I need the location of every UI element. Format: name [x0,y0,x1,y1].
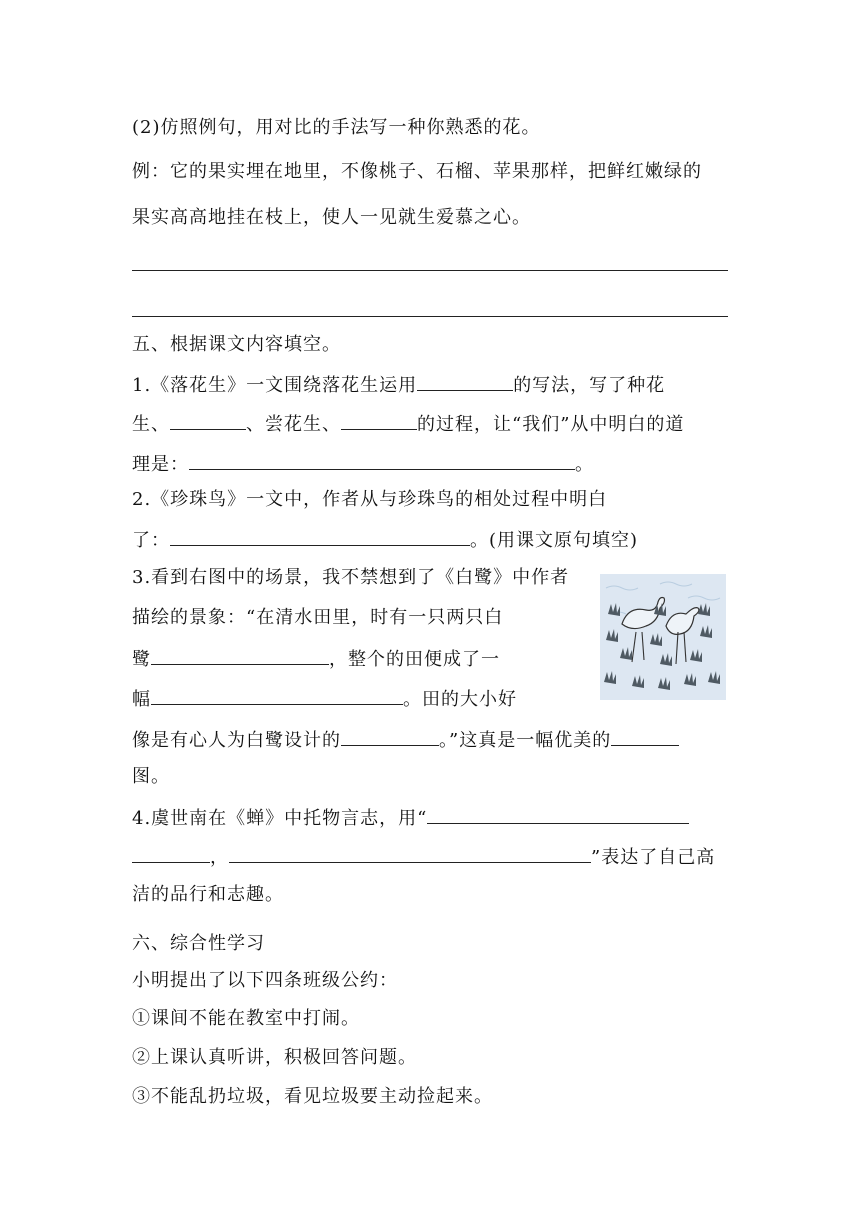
blank-poem-line-1[interactable] [427,805,689,824]
section-6-heading: 六、综合性学习 [132,933,265,954]
q5-1-line-1: 1.《落花生》一文围绕落花生运用 的写法，写了种花 [132,372,665,398]
blank-egret-action[interactable] [151,646,329,665]
q5-3-line-6: 图。 [132,766,170,787]
question-4-2-prompt: (2)仿照例句，用对比的手法写一种你熟悉的花。 [132,117,541,138]
list-item: ②上课认真听讲，积极回答问题。 [132,1047,417,1068]
blank-process-1[interactable] [170,411,246,430]
q5-4-line-2: ， ”表达了自己高 [132,844,715,870]
blank-designed[interactable] [341,727,439,746]
list-item: ③不能乱扔垃圾，看见垃圾要主动捡起来。 [132,1086,493,1107]
q5-2-line-2: 了： 。(用课文原句填空) [132,527,638,553]
blank-scene[interactable] [611,727,679,746]
answer-line-1[interactable] [132,270,728,271]
egret-icon [600,574,726,700]
q5-3-line-1: 3.看到右图中的场景，我不禁想到了《白鹭》中作者 [132,567,570,588]
list-item: ①课间不能在教室中打闹。 [132,1008,360,1029]
blank-process-2[interactable] [341,411,417,430]
q5-4-line-3: 洁的品行和志趣。 [132,884,284,905]
blank-poem-line-1-end[interactable] [132,844,210,863]
q5-1-line-3: 理是： 。 [132,451,594,477]
blank-quote[interactable] [170,527,470,546]
section-6-intro: 小明提出了以下四条班级公约： [132,970,398,991]
q5-3-line-3: 鹭 ，整个的田便成了一 [132,646,500,672]
q5-3-line-4: 幅 。田的大小好 [132,686,517,712]
blank-picture[interactable] [151,686,403,705]
section-5-heading: 五、根据课文内容填空。 [132,334,341,355]
q5-2-line-1: 2.《珍珠鸟》一文中，作者从与珍珠鸟的相处过程中明白 [132,489,608,510]
q5-4-line-1: 4.虞世南在《蝉》中托物言志，用“ [132,805,689,831]
blank-poem-line-2[interactable] [229,844,591,863]
blank-lesson[interactable] [189,451,575,470]
q5-3-line-2: 描绘的景象：“在清水田里，时有一只两只白 [132,607,504,628]
example-line-1: 例：它的果实埋在地里，不像桃子、石榴、苹果那样，把鲜红嫩绿的 [132,161,702,182]
q5-3-line-5: 像是有心人为白鹭设计的 。”这真是一幅优美的 [132,727,679,753]
blank-writing-method[interactable] [417,372,513,391]
q5-1-line-2: 生、 、尝花生、 的过程，让“我们”从中明白的道 [132,411,684,437]
egret-illustration [600,574,726,700]
answer-line-2[interactable] [132,316,728,317]
example-line-2: 果实高高地挂在枝上，使人一见就生爱慕之心。 [132,207,531,228]
